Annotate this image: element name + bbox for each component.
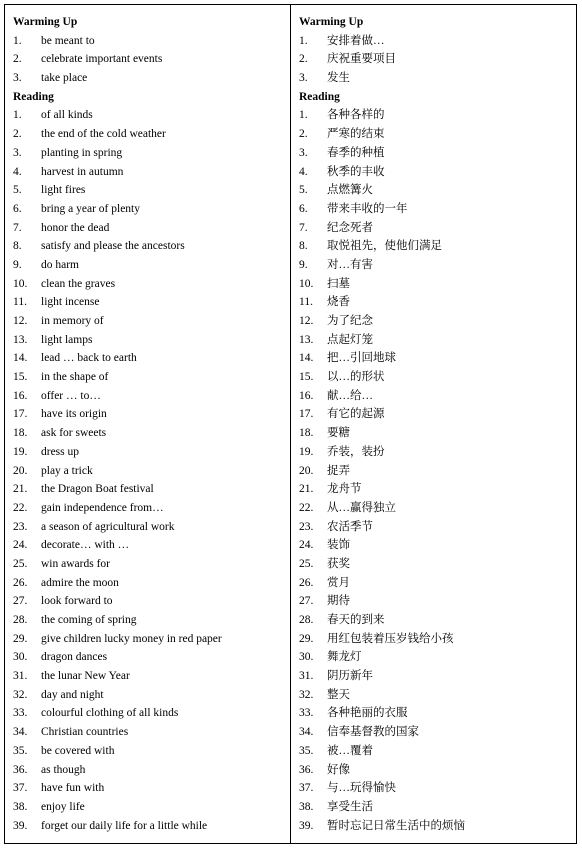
item-number: 30. <box>299 651 314 664</box>
list-item <box>299 387 576 406</box>
item-text: 安排着做… <box>327 34 385 47</box>
list-item <box>299 574 576 593</box>
item-text: take place <box>41 72 88 85</box>
item-number: 25. <box>299 557 314 570</box>
item-number: 33. <box>13 707 28 720</box>
item-number: 9. <box>299 258 308 271</box>
item-text: 献…给… <box>327 389 373 402</box>
item-number: 36. <box>299 763 314 776</box>
item-text: in memory of <box>41 315 104 327</box>
item-number: 32. <box>13 688 28 701</box>
item-text: 获奖 <box>327 557 350 570</box>
reading-heading: Reading <box>299 90 340 103</box>
item-text: 龙舟节 <box>327 483 362 496</box>
item-text: planting in spring <box>41 146 123 159</box>
item-number: 35. <box>299 744 314 757</box>
item-text: light fires <box>41 184 86 197</box>
item-text: honor the dead <box>41 221 110 234</box>
warming-up-heading: Warming Up <box>299 16 364 28</box>
item-number: 38. <box>299 800 314 813</box>
item-number: 13. <box>13 333 28 346</box>
item-number: 4. <box>299 165 308 178</box>
item-text: 农活季节 <box>327 520 373 533</box>
item-text: enjoy life <box>41 800 85 813</box>
item-number: 26. <box>13 576 28 589</box>
item-text: offer … to… <box>41 389 101 402</box>
item-number: 14. <box>13 352 28 365</box>
item-text: colourful clothing of all kinds <box>41 707 179 720</box>
list-item <box>299 256 576 275</box>
item-text: 纪念死者 <box>327 221 373 234</box>
item-text: harvest in autumn <box>41 165 124 178</box>
vocabulary-table <box>4 4 577 844</box>
reading-list <box>13 106 290 835</box>
item-number: 31. <box>13 670 28 683</box>
list-item <box>299 50 576 69</box>
item-number: 21. <box>299 483 314 496</box>
list-item <box>13 424 290 443</box>
item-text: as though <box>41 763 86 776</box>
list-item <box>13 761 290 780</box>
item-number: 22. <box>299 501 314 514</box>
item-text: 整天 <box>327 688 350 701</box>
item-number: 20. <box>299 464 314 477</box>
item-text: day and night <box>41 688 104 701</box>
list-item <box>299 312 576 331</box>
item-number: 3. <box>13 146 22 159</box>
list-item <box>299 349 576 368</box>
list-item <box>299 69 576 88</box>
item-text: 带来丰收的一年 <box>327 202 408 215</box>
item-number: 28. <box>13 614 28 626</box>
list-item <box>299 443 576 462</box>
list-item <box>299 723 576 742</box>
item-number: 21. <box>13 483 28 496</box>
item-text: have fun with <box>41 782 105 795</box>
list-item <box>13 144 290 163</box>
item-number: 19. <box>299 445 314 458</box>
list-item <box>13 817 290 836</box>
list-item <box>299 462 576 481</box>
item-number: 24. <box>299 539 314 552</box>
item-text: satisfy and please the ancestors <box>41 240 185 253</box>
item-number: 30. <box>13 651 28 664</box>
item-number: 32. <box>299 688 314 701</box>
list-item <box>13 480 290 499</box>
item-number: 3. <box>299 146 308 159</box>
list-item <box>299 592 576 611</box>
item-number: 1. <box>299 34 308 47</box>
list-item <box>13 200 290 219</box>
item-text: lead … back to earth <box>41 352 137 365</box>
item-number: 37. <box>13 782 28 795</box>
list-item <box>299 368 576 387</box>
warming-up-list <box>299 32 576 88</box>
list-item <box>299 667 576 686</box>
item-text: give children lucky money in red paper <box>41 632 222 645</box>
item-text: forget our daily life for a little while <box>41 819 208 832</box>
list-item <box>13 779 290 798</box>
item-text: 期待 <box>327 595 350 608</box>
item-text: of all kinds <box>41 109 93 122</box>
item-text: dress up <box>41 445 80 458</box>
item-number: 35. <box>13 744 28 757</box>
item-number: 4. <box>13 165 22 178</box>
item-number: 12. <box>13 315 28 327</box>
list-item <box>13 648 290 667</box>
list-item <box>13 742 290 761</box>
item-number: 7. <box>13 221 22 234</box>
item-text: light incense <box>41 296 100 309</box>
item-text: dragon dances <box>41 651 108 664</box>
item-number: 1. <box>13 109 22 122</box>
item-text: decorate… with … <box>41 539 130 552</box>
list-item <box>13 32 290 51</box>
item-text: admire the moon <box>41 576 119 589</box>
item-text: ask for sweets <box>41 427 107 440</box>
list-item <box>299 293 576 312</box>
list-item <box>299 125 576 144</box>
item-number: 39. <box>13 819 28 832</box>
item-number: 2. <box>299 53 308 66</box>
list-item <box>299 405 576 424</box>
item-number: 39. <box>299 819 314 832</box>
list-item <box>299 704 576 723</box>
list-item <box>13 686 290 705</box>
list-item <box>299 275 576 294</box>
item-text: win awards for <box>41 557 110 570</box>
item-text: clean the graves <box>41 277 116 290</box>
item-number: 17. <box>13 408 28 421</box>
item-number: 16. <box>13 389 28 402</box>
chinese-column <box>291 5 576 843</box>
item-text: 乔装，装扮 <box>327 445 385 458</box>
list-item <box>299 817 576 836</box>
item-text: 以…的形状 <box>327 371 385 384</box>
item-number: 1. <box>299 109 308 122</box>
list-item <box>13 630 290 649</box>
item-number: 5. <box>13 184 22 197</box>
item-number: 36. <box>13 763 28 776</box>
item-number: 2. <box>13 128 22 141</box>
list-item <box>299 611 576 630</box>
list-item <box>299 518 576 537</box>
item-number: 29. <box>299 632 314 645</box>
item-number: 10. <box>299 277 314 290</box>
list-item <box>299 219 576 238</box>
list-item <box>13 237 290 256</box>
list-item <box>13 667 290 686</box>
item-number: 10. <box>13 277 28 290</box>
list-item <box>13 331 290 350</box>
item-number: 13. <box>299 333 314 346</box>
item-text: 各种艳丽的衣服 <box>327 707 408 720</box>
item-text: 舞龙灯 <box>327 651 362 664</box>
list-item <box>299 779 576 798</box>
list-item <box>13 69 290 88</box>
item-number: 34. <box>13 726 28 739</box>
item-number: 6. <box>299 202 308 215</box>
item-number: 7. <box>299 221 308 234</box>
list-item <box>299 630 576 649</box>
item-text: 烧香 <box>327 296 350 309</box>
item-text: be meant to <box>41 34 95 47</box>
item-number: 9. <box>13 258 22 271</box>
list-item <box>299 163 576 182</box>
list-item <box>13 592 290 611</box>
list-item <box>13 181 290 200</box>
reading-heading: Reading <box>13 90 54 103</box>
list-item <box>299 686 576 705</box>
item-text: 秋季的丰收 <box>327 165 385 178</box>
item-number: 37. <box>299 782 314 795</box>
item-number: 2. <box>13 53 22 66</box>
item-text: the coming of spring <box>41 614 137 626</box>
warming-up-list <box>13 32 290 88</box>
item-text: 从…赢得独立 <box>327 501 396 514</box>
item-number: 27. <box>13 595 28 608</box>
item-text: 点燃篝火 <box>327 184 373 197</box>
list-item <box>299 798 576 817</box>
item-text: 春季的种植 <box>327 146 385 159</box>
list-item <box>13 443 290 462</box>
list-item <box>299 536 576 555</box>
item-number: 22. <box>13 501 28 514</box>
list-item <box>299 648 576 667</box>
reading-list <box>299 106 576 835</box>
item-text: 享受生活 <box>327 800 373 813</box>
item-text: look forward to <box>41 595 113 608</box>
item-text: in the shape of <box>41 371 109 384</box>
item-number: 20. <box>13 464 28 477</box>
item-number: 15. <box>299 371 314 384</box>
item-number: 11. <box>13 296 27 309</box>
item-text: 阴历新年 <box>327 670 373 683</box>
item-number: 19. <box>13 445 28 458</box>
item-text: 暂时忘记日常生活中的烦恼 <box>327 819 465 832</box>
item-text: 扫墓 <box>327 277 350 290</box>
list-item <box>13 555 290 574</box>
list-item <box>299 144 576 163</box>
item-number: 15. <box>13 371 28 384</box>
item-number: 23. <box>299 520 314 533</box>
list-item <box>299 181 576 200</box>
list-item <box>13 387 290 406</box>
item-text: 好像 <box>327 763 350 776</box>
item-number: 28. <box>299 614 314 626</box>
item-number: 5. <box>299 184 308 197</box>
item-number: 33. <box>299 707 314 720</box>
list-item <box>299 200 576 219</box>
item-number: 8. <box>13 240 22 253</box>
list-item <box>13 106 290 125</box>
list-item <box>299 237 576 256</box>
item-text: bring a year of plenty <box>41 202 140 215</box>
item-text: 与…玩得愉快 <box>327 782 396 795</box>
list-item <box>299 480 576 499</box>
item-number: 6. <box>13 202 22 215</box>
item-text: celebrate important events <box>41 53 163 66</box>
item-text: 信奉基督教的国家 <box>327 726 419 739</box>
english-column <box>5 5 291 843</box>
item-text: 装饰 <box>327 539 350 552</box>
item-text: 有它的起源 <box>327 408 385 421</box>
item-number: 38. <box>13 800 28 813</box>
item-number: 16. <box>299 389 314 402</box>
list-item <box>13 163 290 182</box>
item-number: 2. <box>299 128 308 141</box>
list-item <box>299 106 576 125</box>
item-text: gain independence from… <box>41 501 164 514</box>
item-number: 24. <box>13 539 28 552</box>
list-item <box>13 462 290 481</box>
list-item <box>13 798 290 817</box>
item-number: 25. <box>13 557 28 570</box>
item-number: 23. <box>13 520 28 533</box>
list-item <box>299 742 576 761</box>
list-item <box>13 312 290 331</box>
item-text: 被…覆着 <box>327 744 373 757</box>
list-item <box>13 518 290 537</box>
list-item <box>13 125 290 144</box>
item-text: 春天的到来 <box>327 614 385 626</box>
item-number: 17. <box>299 408 314 421</box>
list-item <box>13 723 290 742</box>
list-item <box>13 574 290 593</box>
list-item <box>13 368 290 387</box>
item-number: 34. <box>299 726 314 739</box>
item-text: 把…引回地球 <box>327 352 396 365</box>
list-item <box>13 536 290 555</box>
item-text: 为了纪念 <box>327 315 373 327</box>
item-text: 各种各样的 <box>327 109 385 122</box>
item-text: the lunar New Year <box>41 670 130 683</box>
item-number: 3. <box>299 72 308 85</box>
item-number: 31. <box>299 670 314 683</box>
item-number: 26. <box>299 576 314 589</box>
item-text: the end of the cold weather <box>41 128 166 141</box>
list-item <box>13 256 290 275</box>
item-text: do harm <box>41 258 80 271</box>
item-number: 18. <box>13 427 28 440</box>
item-text: 捉弄 <box>327 464 350 477</box>
item-text: 取悦祖先，使他们满足 <box>327 240 442 253</box>
list-item <box>299 761 576 780</box>
item-number: 8. <box>299 240 308 253</box>
item-text: be covered with <box>41 744 115 757</box>
item-text: 要糖 <box>327 427 350 440</box>
item-text: light lamps <box>41 333 93 346</box>
list-item <box>299 499 576 518</box>
item-text: 发生 <box>327 72 350 85</box>
item-number: 1. <box>13 34 22 47</box>
item-text: 用红包装着压岁钱给小孩 <box>327 632 454 645</box>
item-number: 12. <box>299 315 314 327</box>
item-number: 27. <box>299 595 314 608</box>
item-text: Christian countries <box>41 726 129 739</box>
item-text: the Dragon Boat festival <box>41 483 154 496</box>
item-number: 29. <box>13 632 28 645</box>
warming-up-heading: Warming Up <box>13 16 78 28</box>
list-item <box>13 405 290 424</box>
list-item <box>13 499 290 518</box>
item-text: have its origin <box>41 408 107 421</box>
list-item <box>13 349 290 368</box>
item-text: 赏月 <box>327 576 350 589</box>
list-item <box>13 611 290 630</box>
list-item <box>299 424 576 443</box>
item-text: 严寒的结束 <box>327 128 385 141</box>
list-item <box>13 704 290 723</box>
item-text: 点起灯笼 <box>327 333 373 346</box>
list-item <box>13 50 290 69</box>
item-number: 18. <box>299 427 314 440</box>
item-text: 庆祝重要项目 <box>327 53 396 66</box>
item-number: 14. <box>299 352 314 365</box>
item-text: play a trick <box>41 464 93 477</box>
item-text: 对…有害 <box>327 258 373 271</box>
list-item <box>299 32 576 51</box>
list-item <box>299 331 576 350</box>
item-number: 11. <box>299 296 313 309</box>
list-item <box>13 219 290 238</box>
list-item <box>13 275 290 294</box>
list-item <box>299 555 576 574</box>
list-item <box>13 293 290 312</box>
item-number: 3. <box>13 72 22 85</box>
item-text: a season of agricultural work <box>41 520 175 533</box>
